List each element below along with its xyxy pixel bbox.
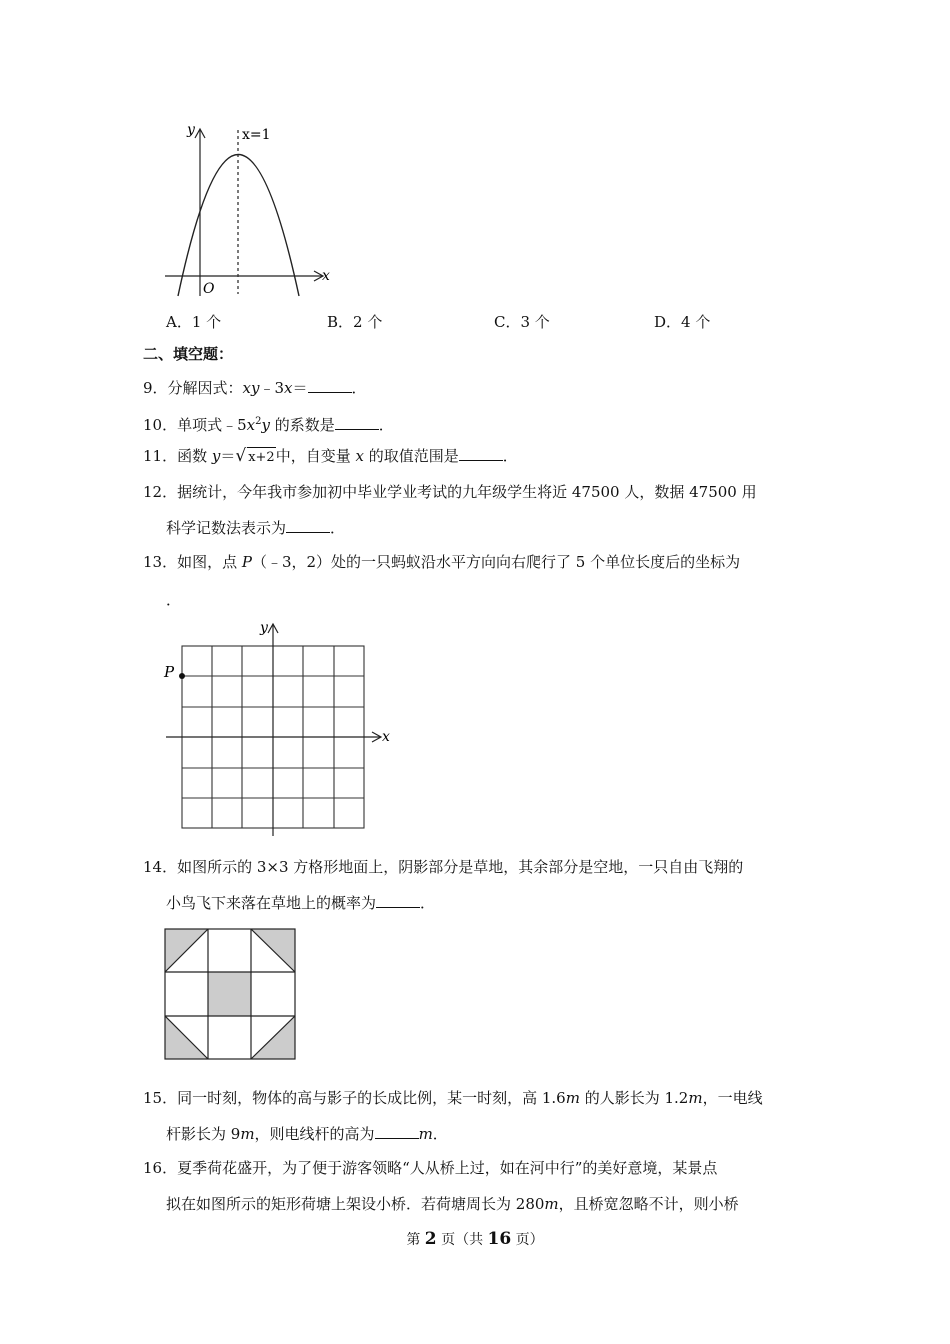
q13-a: 13．如图，点 [143, 553, 242, 571]
q10-exp: 2 [255, 416, 262, 427]
q12-line2-text: 科学记数法表示为 [166, 519, 287, 537]
q11-eq: ＝ [220, 447, 236, 465]
question-15-line1 [143, 1088, 763, 1108]
q15-c: ，一电线 [702, 1089, 763, 1107]
q10-y: y [261, 416, 270, 434]
q14-line2-text: 小鸟飞下来落在草地上的概率为 [166, 894, 377, 912]
grass-grid-figure [162, 926, 300, 1064]
q9-minus3: ﹣3 [259, 379, 285, 397]
origin-label: O [203, 281, 215, 297]
q11-y: y [211, 447, 221, 465]
q15-e: ，则电线杆的高为 [254, 1125, 375, 1143]
q9-x: x [284, 379, 293, 397]
q11-prefix: 11．函数 [143, 447, 212, 465]
q9-prefix: 9．分解因式： [143, 379, 243, 397]
answer-blank [375, 1124, 419, 1139]
y-axis-label: y [260, 620, 268, 636]
unit-m: m [565, 1089, 580, 1107]
question-15-line2 [166, 1124, 448, 1144]
q15-d: 杆影长为 9 [166, 1125, 241, 1143]
point-p-label: P [164, 663, 175, 681]
section-heading: 二、填空题： [143, 345, 234, 363]
unit-m: m [418, 1125, 433, 1143]
answer-blank [376, 893, 420, 908]
unit-m: m [240, 1125, 255, 1143]
q11-middle: 中，自变量 [275, 447, 356, 465]
question-9 [143, 378, 367, 398]
question-14-line2 [166, 893, 435, 913]
q9-xy: xy [242, 379, 260, 397]
grass-shading [165, 929, 295, 1059]
question-13-line2: ． [166, 591, 182, 609]
q16-a: 拟在如图所示的矩形荷塘上架设小桥．若荷塘周长为 280 [166, 1195, 545, 1213]
q10-suffix: 的系数是 [269, 416, 335, 434]
sqrt-sign: √ [235, 446, 247, 466]
question-14-line1: 14．如图所示的 3×3 方格形地面上，阴影部分是草地，其余部分是空地，一只自由飞翔的 [143, 858, 744, 876]
q11-suffix: 的取值范围是 [363, 447, 459, 465]
q15-a: 15．同一时刻，物体的高与影子的长成比例，某一时刻，高 1.6 [143, 1089, 566, 1107]
q11-radicand: x+2 [247, 447, 276, 468]
q15-b: 的人影长为 1.2 [579, 1089, 689, 1107]
page-footer [0, 1229, 950, 1249]
q9-end: ． [351, 379, 367, 397]
q9-eq: ＝ [292, 379, 308, 397]
coordinate-grid [160, 618, 395, 836]
point-p [179, 673, 185, 679]
q14-end: ． [420, 894, 436, 912]
option-b: B．2 个 [327, 313, 383, 331]
answer-blank [308, 378, 352, 393]
option-a: A．1 个 [166, 313, 222, 331]
x-axis-label: x [322, 268, 330, 284]
option-c: C．3 个 [494, 313, 550, 331]
q13-point: P [241, 553, 252, 571]
q10-prefix: 10．单项式﹣5 [143, 416, 247, 434]
q11-x: x [355, 447, 364, 465]
q13-b: （﹣3，2）处的一只蚂蚁沿水平方向向右爬行了 5 个单位长度后的坐标为 [251, 553, 741, 571]
unit-m: m [544, 1195, 559, 1213]
question-13-line1 [143, 552, 740, 572]
x-axis-label: x [382, 729, 390, 745]
unit-m: m [688, 1089, 703, 1107]
symmetry-line-label: x=1 [242, 127, 271, 143]
q10-x: x [246, 416, 256, 434]
answer-blank [286, 518, 330, 533]
q12-end: ． [330, 519, 346, 537]
question-16-line1: 16．夏季荷花盛开，为了便于游客领略“人从桥上过，如在河中行”的美好意境，某景点 [143, 1159, 718, 1177]
q16-b: ，且桥宽忽略不计，则小桥 [558, 1195, 739, 1213]
question-12-line1: 12．据统计，今年我市参加初中毕业学业考试的九年级学生将近 47500 人，数据 47500 用 [143, 483, 757, 501]
question-11 [143, 446, 518, 468]
question-12-line2 [166, 518, 345, 538]
option-d: D．4 个 [654, 313, 711, 331]
question-16-line2 [166, 1194, 739, 1214]
page-number: 2 [424, 1229, 437, 1249]
footer-b: 页（共 [436, 1232, 488, 1248]
y-axis-label: y [187, 122, 195, 138]
answer-blank [335, 415, 379, 430]
question-10 [143, 412, 394, 435]
parabola-graph [160, 118, 340, 300]
q15-end: ． [432, 1125, 448, 1143]
answer-blank [459, 446, 503, 461]
q10-end: ． [378, 416, 394, 434]
q11-end: ． [502, 447, 518, 465]
total-pages: 16 [487, 1229, 512, 1249]
footer-c: 页） [511, 1232, 544, 1248]
footer-a: 第 [406, 1232, 425, 1248]
